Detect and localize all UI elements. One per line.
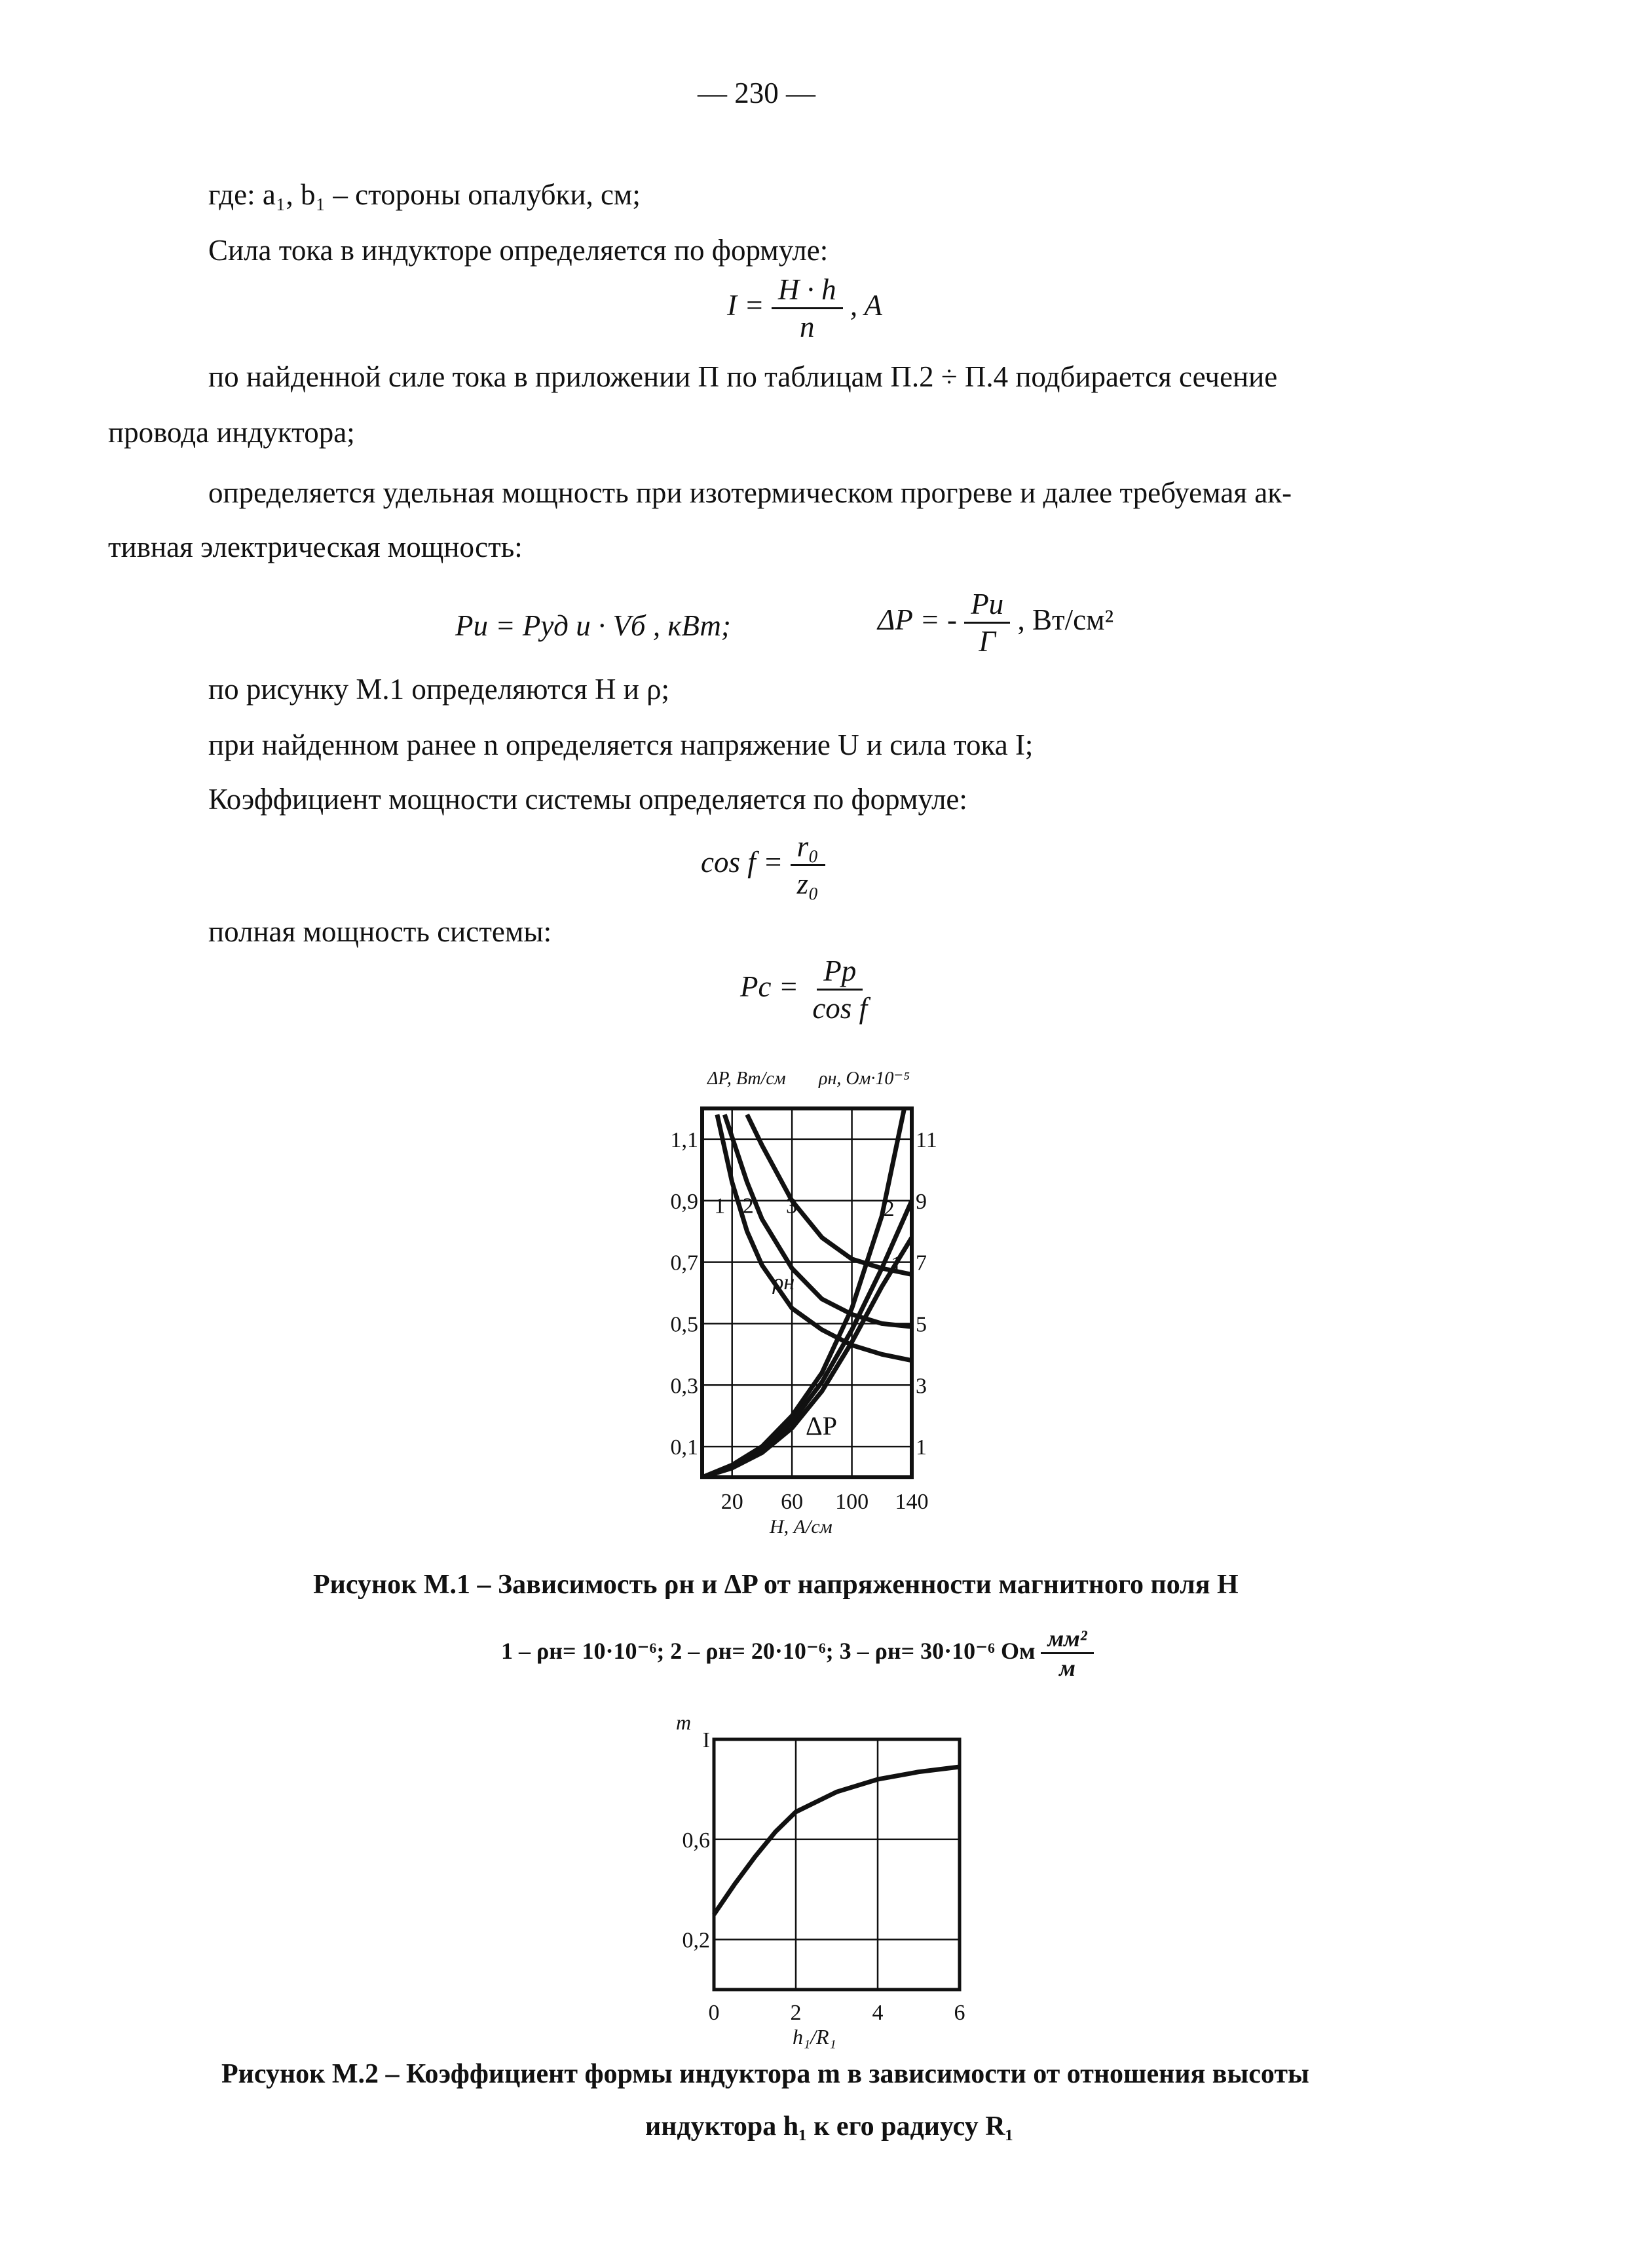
fig1-series-label: 1 <box>891 1252 902 1277</box>
fig1-y-left-tick-label: 0,1 <box>670 1435 698 1460</box>
fig1-series-label: 2 <box>883 1197 895 1222</box>
text-line-sides: где: a₁, b₁ – стороны опалубки, см; <box>208 178 641 211</box>
fig1-x-axis-title: H, А/см <box>770 1516 832 1538</box>
formula-power-factor-fraction <box>791 829 825 901</box>
fig2-y-tick-label: 0,6 <box>682 1828 710 1853</box>
figure-m2-caption-line1: Рисунок М.2 – Коэффициент формы индуктора m в зависимости от отношения высоты <box>221 2059 1309 2089</box>
formula-full-power-lhs: Pс = <box>740 970 799 1003</box>
fig1-series-label: 3 <box>786 1194 797 1219</box>
fig1-series-label: 1 <box>714 1194 726 1219</box>
text-line-full-power: полная мощность системы: <box>208 915 552 948</box>
formula-full-power <box>740 953 874 1026</box>
formula-current-denominator: n <box>799 311 815 343</box>
formula-current-unit: , A <box>850 288 883 322</box>
formula-current <box>727 272 882 345</box>
fig2-y-tick-label: I <box>702 1728 710 1752</box>
fig1-y-left-tick-label: 0,5 <box>670 1312 698 1337</box>
formula-full-power-denominator: cos f <box>812 992 868 1025</box>
fig2-x-tick-label: 6 <box>954 2001 965 2025</box>
fig1-x-tick-label: 140 <box>895 1490 929 1514</box>
text-line-power-a: определяется удельная мощность при изотермическом прогреве и далее требуемая ак- <box>208 476 1292 509</box>
figure-m1-legend <box>501 1625 1094 1682</box>
text-line-wire-b: провода индуктора; <box>108 416 355 449</box>
formula-power-factor-numerator: r₀ <box>791 829 825 866</box>
text-line-voltage: при найденном ранее n определяется напряжение U и сила тока I; <box>208 728 1034 761</box>
fig2-series-line <box>714 1767 960 1914</box>
formula-delta-p-fraction <box>964 586 1010 659</box>
formula-full-power-fraction <box>806 953 874 1026</box>
formula-active-power: Pи = Pуд и · Vб , кВт; <box>455 609 731 642</box>
formula-power-factor <box>701 829 825 901</box>
figure-m1-chart <box>622 1048 963 1546</box>
text-line-power-b: тивная электрическая мощность: <box>108 531 523 563</box>
formula-current-fraction <box>772 272 843 345</box>
figure-m2-chart <box>642 1703 1009 2057</box>
fig1-right-axis-label: ρн, Ом·10⁻⁵ <box>819 1068 910 1089</box>
formula-delta-p-numerator: Pи <box>964 586 1010 624</box>
fig1-x-tick-label: 100 <box>835 1490 869 1514</box>
figure-m1-legend-unit-num: мм² <box>1041 1625 1093 1654</box>
figure-m2-caption-line2: индуктора h₁ к его радиусу R₁ <box>645 2111 1014 2142</box>
formula-current-lhs: I = <box>727 288 764 322</box>
fig1-y-left-tick-label: 1,1 <box>670 1127 698 1152</box>
text-line-wire-a: по найденной силе тока в приложении П по таблицам П.2 ÷ П.4 подбирается сечение <box>208 360 1278 393</box>
fig2-y-axis-title: m <box>676 1710 692 1734</box>
figure-m1-legend-unit <box>1041 1625 1093 1682</box>
fig1-y-right-tick-label: 1 <box>916 1435 927 1460</box>
fig1-y-right-tick-label: 7 <box>916 1251 927 1276</box>
fig1-y-left-tick-label: 0,3 <box>670 1374 698 1399</box>
fig1-y-left-tick-label: 0,9 <box>670 1189 698 1214</box>
formula-delta-p <box>878 586 1113 659</box>
formula-current-numerator: H · h <box>772 272 843 309</box>
fig2-x-tick-label: 4 <box>872 2001 884 2025</box>
formula-power-factor-denominator: z₀ <box>796 867 819 900</box>
figure-m1-legend-unit-den: м <box>1059 1655 1075 1681</box>
text-line-power-factor: Коэффициент мощности системы определяется по формуле: <box>208 783 967 816</box>
fig1-x-tick-label: 20 <box>720 1490 743 1514</box>
fig2-x-axis-title: h₁/R₁ <box>793 2025 836 2049</box>
fig1-x-tick-label: 60 <box>781 1490 804 1514</box>
fig1-left-axis-label: ΔP, Вт/см <box>707 1068 786 1089</box>
fig1-y-right-tick-label: 11 <box>916 1127 937 1152</box>
fig1-y-right-tick-label: 9 <box>916 1189 927 1214</box>
text-line-figure-ref: по рисунку М.1 определяются H и ρ; <box>208 673 670 706</box>
figure-m1-legend-text: 1 – ρн= 10·10⁻⁶; 2 – ρн= 20·10⁻⁶; 3 – ρн= 30·10⁻⁶ Ом <box>501 1637 1036 1664</box>
fig1-y-right-tick-label: 3 <box>916 1374 927 1399</box>
fig1-y-right-tick-label: 5 <box>916 1312 927 1337</box>
fig1-y-left-tick-label: 0,7 <box>670 1251 698 1276</box>
figure-m1-caption: Рисунок М.1 – Зависимость ρн и ΔP от напряженности магнитного поля H <box>313 1570 1239 1600</box>
formula-full-power-numerator: Pр <box>817 953 863 991</box>
formula-power-factor-lhs: cos f = <box>701 845 783 879</box>
fig2-x-tick-label: 0 <box>708 2001 720 2025</box>
text-line-current-intro: Сила тока в индукторе определяется по формуле: <box>208 234 829 267</box>
fig2-y-tick-label: 0,2 <box>682 1928 710 1953</box>
fig1-annotation-rho: ρн <box>773 1270 795 1295</box>
fig1-annotation-delta-p: ΔP <box>806 1411 837 1441</box>
fig1-series-label: 2 <box>742 1194 754 1219</box>
fig2-x-tick-label: 2 <box>790 2001 802 2025</box>
formula-delta-p-unit: , Вт/см² <box>1017 603 1114 636</box>
formula-delta-p-denominator: Г <box>979 625 996 658</box>
page-number: — 230 — <box>698 77 815 109</box>
formula-delta-p-lhs: ΔP = - <box>878 603 957 636</box>
